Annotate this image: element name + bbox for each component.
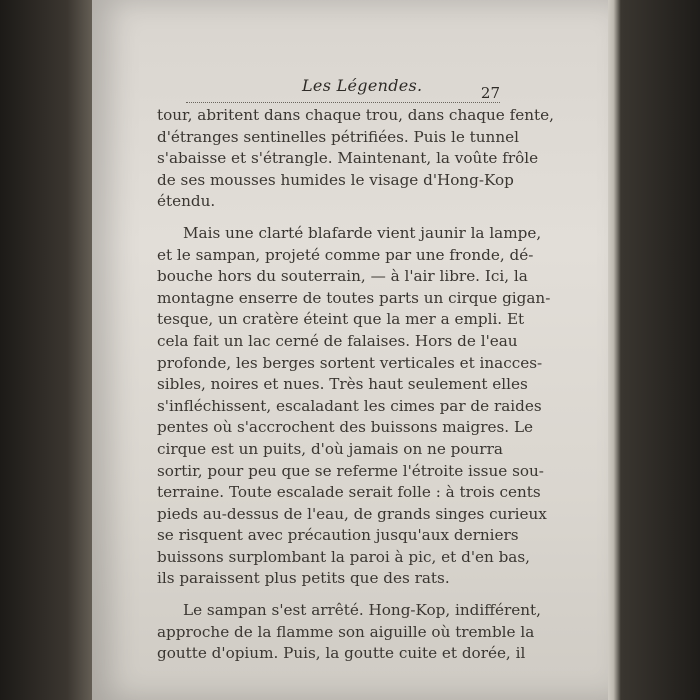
text-line: bouche hors du souterrain, — à l'air libre. Ici, la [157,267,528,286]
running-title: Les Légendes. [302,76,423,95]
text-line: s'infléchissent, escaladant les cimes par de raides [157,396,542,415]
text-line: de ses mousses humides le visage d'Hong-Kop [157,170,514,189]
text-line: profonde, les berges sortent verticales et inacces- [157,353,543,372]
text-line: buissons surplombant la paroi à pic, et d'en bas, [157,547,530,566]
text-line: sibles, noires et nues. Très haut seulement elles [157,375,528,394]
paragraph-2 [157,223,551,590]
body-text [157,105,554,665]
text-line: approche de la flamme son aiguille où tremble la [157,622,535,641]
text-line: cirque est un puits, d'où jamais on ne pourra [157,439,503,458]
paragraph-1 [157,105,554,213]
paragraph-3 [157,600,541,665]
text-line: cela fait un lac cerné de falaises. Hors de l'eau [157,331,518,350]
text-line: pentes où s'accrochent des buissons maigres. Le [157,418,534,437]
text-line: tour, abritent dans chaque trou, dans chaque fente, [157,106,554,124]
page-header [186,76,500,103]
text-line: étendu. [157,192,216,211]
text-line: montagne enserre de toutes parts un cirque gigan- [157,288,551,307]
text-line: Le sampan s'est arrêté. Hong-Kop, indifférent, [183,601,541,620]
background-left [0,0,96,700]
background-right [608,0,700,700]
text-line: sortir, pour peu que se referme l'étroite issue sou- [157,461,544,480]
text-line: tesque, un cratère éteint que la mer a empli. Et [157,310,525,329]
text-line: terraine. Toute escalade serait folle : à trois cents [157,483,541,502]
text-line: se risquent avec précaution jusqu'aux derniers [157,526,519,545]
text-line: goutte d'opium. Puis, la goutte cuite et dorée, il [157,644,526,663]
text-line: s'abaisse et s'étrangle. Maintenant, la voûte frôle [157,149,539,168]
text-line: d'étranges sentinelles pétrifiées. Puis le tunnel [157,127,519,146]
page-number: 27 [480,84,500,102]
text-line: Mais une clarté blafarde vient jaunir la lampe, [183,223,542,242]
text-line: et le sampan, projeté comme par une fronde, dé- [157,245,534,264]
text-line: pieds au-dessus de l'eau, de grands singes curieux [157,504,547,523]
text-line: ils paraissent plus petits que des rats. [157,569,450,588]
